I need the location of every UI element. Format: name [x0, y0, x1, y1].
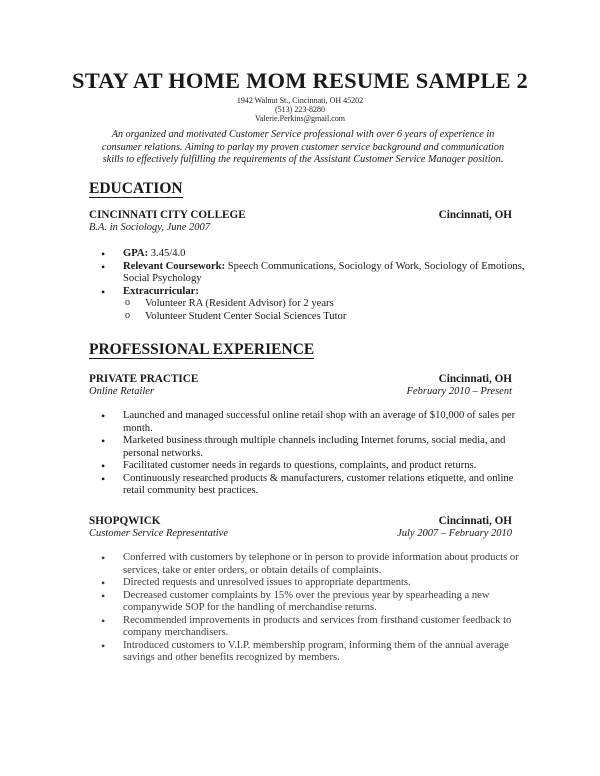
extracurricular-item: o Volunteer RA (Resident Advisor) for 2 years	[123, 298, 523, 311]
job-bullet: • Introduced customers to V.I.P. membership program, informing them of the annual average savings and other benefits recognized by members.	[101, 640, 531, 665]
resume-title: STAY AT HOME MOM RESUME SAMPLE 2	[71, 68, 529, 93]
education-extracurricular	[101, 286, 531, 299]
job-dates: February 2010 – Present	[406, 386, 512, 397]
job-role: Online Retailer	[89, 386, 155, 397]
coursework-label: Relevant Coursework:	[123, 260, 226, 272]
job-dates: July 2007 – February 2010	[397, 528, 512, 539]
job-role: Customer Service Representative	[89, 528, 228, 539]
job-bullet: • Recommended improvements in products and services from firsthand customer feedback to company merchandisers.	[101, 615, 531, 640]
gpa-value: 3.45/4.0	[148, 248, 186, 259]
job-bullet: • Continuously researched products & manufacturers, customer relations etiquette, and online retail community best practices.	[101, 473, 531, 498]
contact-email: Valerie.Perkins@gmail.com	[254, 114, 345, 123]
job-location: Cincinnati, OH	[438, 515, 512, 527]
job-org: SHOPQWICK	[89, 515, 161, 527]
job-bullet: • Decreased customer complaints by 15% over the previous year by spearheading a new companywide SOP for the handling of merchandise returns.	[101, 590, 531, 615]
job-bullets	[101, 552, 531, 665]
education-degree: B.A. in Sociology, June 2007	[89, 222, 211, 233]
job-org: PRIVATE PRACTICE	[89, 373, 199, 385]
education-school: CINCINNATI CITY COLLEGE	[89, 209, 246, 221]
education-heading: EDUCATION	[89, 180, 183, 197]
job-bullet: • Directed requests and unresolved issues to appropriate departments.	[101, 577, 531, 590]
education-coursework	[101, 261, 531, 286]
job-bullet: • Launched and managed successful online retail shop with an average of $10,000 of sales per month.	[101, 410, 531, 435]
job-bullets	[101, 410, 531, 498]
education-details	[101, 248, 531, 298]
education-gpa	[101, 248, 531, 261]
job-bullet: • Facilitated customer needs in regards to questions, complaints, and product returns.	[101, 460, 531, 473]
contact-address: 1942 Walnut St., Cincinnati, OH 45202	[236, 96, 364, 105]
extracurricular-label: Extracurricular:	[123, 285, 199, 297]
job-location: Cincinnati, OH	[438, 373, 512, 385]
extracurricular-list	[123, 298, 523, 323]
gpa-label: GPA:	[123, 248, 149, 259]
job-bullet: • Conferred with customers by telephone or in person to provide information about products or services, take or enter orders, or obtain details of complaints.	[101, 552, 531, 577]
experience-heading: PROFESSIONAL EXPERIENCE	[89, 341, 315, 358]
extracurricular-item: o Volunteer Student Center Social Sciences Tutor	[123, 311, 523, 324]
coursework-value: Speech Communications, Sociology of Work, Sociology of Emotions, Social Psychology	[123, 260, 525, 284]
job-bullet: • Marketed business through multiple channels including Internet forums, social media, and personal networks.	[101, 435, 531, 460]
objective-statement: An organized and motivated Customer Service professional with over 6 years of experience in consumer relations. Aiming to parlay my proven customer service background and communication skills to effectively fulfilling the requirements of the Assistant Customer Service Manager position.	[101, 129, 505, 165]
contact-phone: (513) 223-8280	[275, 105, 325, 114]
education-location: Cincinnati, OH	[438, 209, 512, 221]
